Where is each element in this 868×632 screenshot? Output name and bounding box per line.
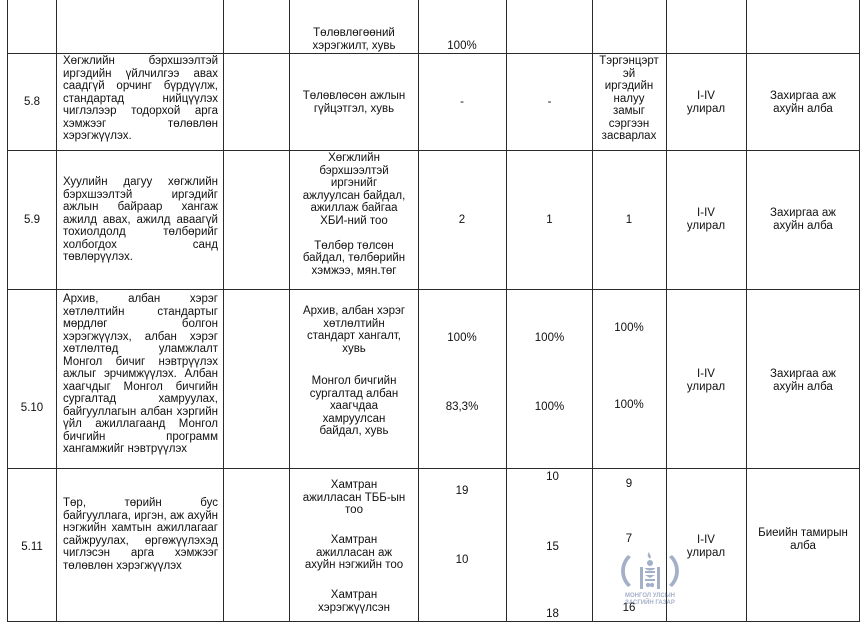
column-divider-target2 [666, 0, 667, 622]
target1-value: 100% [534, 401, 565, 413]
period-text: I-IV улирал [686, 207, 726, 232]
target1-value: 100% [534, 332, 565, 344]
baseline-value: 10 [455, 554, 469, 566]
column-divider-target1 [592, 0, 593, 622]
column-divider-baseline [506, 0, 507, 622]
activity-text: Төр, төрийн бус байгууллага, иргэн, аж ахуйн нэгжийн хамтын ажиллагааг сайжруулах, өргөжүүлэхэд чиглэсэн арга хэмжээг төлөвлөн хэрэгжүүлэх [63, 497, 218, 572]
column-divider-measure [418, 0, 419, 622]
measure-text: Хамтран ажилласан аж ахуйн нэгжийн тоо [304, 534, 404, 571]
logo-text-line1: МОНГОЛ УЛСЫН [625, 593, 675, 599]
row-number: 5.10 [20, 402, 44, 414]
responsible-text: Биеийн тамирын алба [758, 527, 848, 552]
measure-text: Хамтран ажилласан ТББ-ын тоо [302, 479, 406, 516]
period-text: I-IV улирал [686, 368, 726, 393]
target1-value: 10 [546, 471, 559, 483]
row0-baseline: 100% [447, 40, 477, 52]
responsible-text: Захиргаа аж ахуйн алба [770, 90, 836, 115]
target1-value: 1 [546, 214, 553, 226]
period-text: I-IV улирал [686, 90, 726, 115]
period-text: I-IV улирал [686, 534, 726, 559]
soyombo-emblem-icon [618, 547, 682, 591]
table-border-left [7, 0, 8, 622]
target2-value: 16 [622, 602, 636, 614]
government-logo [618, 547, 682, 609]
target2-value: 7 [625, 533, 633, 545]
column-divider-activity [223, 0, 224, 622]
row-divider-1 [7, 53, 860, 54]
activity-text: Архив, албан хэрэг хөтлөлтийн стандартыг мөрдлөг болгон хэрэгжүүлэх, албан хэрэг хөтлөлтөд уламжлалт Монгол бичиг нэвтрүүлэх ажлыг эрчимжүүлэх. Албан хаагчдыг Монгол бичгийн сургалтад хамруулах, байгууллагын албан хэргийн үйл ажиллагаанд Монгол бичгийн программ хангамжийг нэвтрүүлэх [63, 293, 218, 455]
baseline-value: 19 [455, 485, 469, 497]
target1-value: 18 [546, 608, 559, 620]
baseline-value: 2 [458, 214, 466, 226]
target2-value: 100% [614, 322, 644, 334]
row0-measure: Төлөвлөгөөний хэрэгжилт, хувь [312, 27, 396, 52]
responsible-text: Захиргаа аж ахуйн алба [770, 207, 836, 232]
row-number: 5.8 [24, 96, 40, 108]
measure-text: Архив, албан хэрэг хөтлөлтийн стандарт хангалт, хувь [302, 305, 406, 355]
logo-text-line2: ЗАСГИЙН ГАЗАР [625, 600, 675, 606]
table-border-bottom [7, 621, 860, 622]
baseline-value: 100% [447, 332, 477, 344]
responsible-text: Захиргаа аж ахуйн алба [770, 368, 836, 393]
column-divider-gap [289, 0, 290, 622]
measure-text: Төлөвлөсөн ажлын гүйцэтгэл, хувь [302, 90, 406, 115]
measure-text: Хамтран хэрэгжүүлсэн [317, 589, 391, 614]
row-number: 5.11 [21, 541, 43, 553]
row-divider-2 [7, 150, 860, 151]
table-border-right [859, 0, 860, 622]
target1-value: - [547, 96, 552, 108]
activity-text: Хуулийн дагуу хөгжлийн бэрхшээлтэй иргэдийг ажлын байраар хангаж ажилд авах, ажилд аваагүй тохиолдолд төлбөрийг холбогдох санд төвлөрүүлэх. [63, 176, 218, 263]
row-number: 5.9 [24, 214, 40, 226]
target2-value: 100% [614, 399, 644, 411]
measure-text: Монгол бичгийн сургалтад албан хаагчдаа хамруулсан байдал, хувь [309, 375, 399, 437]
row-divider-4 [7, 468, 860, 469]
baseline-value: - [460, 96, 464, 108]
target2-value: 1 [625, 214, 633, 226]
baseline-value: 83,3% [445, 401, 479, 413]
measure-text: Хөгжлийн бэрхшээлтэй иргэнийг ажлуулсан байдал, ажиллаж байгаа ХБИ-ний тоо Төлбөр төлсөн байдал, төлбөрийн хэмжээ, мян.төг [302, 152, 406, 277]
column-divider-num [56, 0, 57, 622]
activity-text: Хөгжлийн бэрхшээлтэй иргэдийн үйлчилгээ авах саадгүй орчинг бүрдүүлж, стандартад нийцүүлэх чиглэлээр тодорхой арга хэмжээг төлөвлөн хэрэгжүүлэх. [63, 55, 218, 142]
column-divider-period [746, 0, 747, 622]
target2-value: 9 [625, 478, 633, 490]
target1-value: 15 [546, 541, 559, 553]
row-divider-3 [7, 289, 860, 290]
target2-value: Тэргэнцэрт эй иргэдийн налуу замыг сэргээн засварлах [599, 55, 659, 142]
